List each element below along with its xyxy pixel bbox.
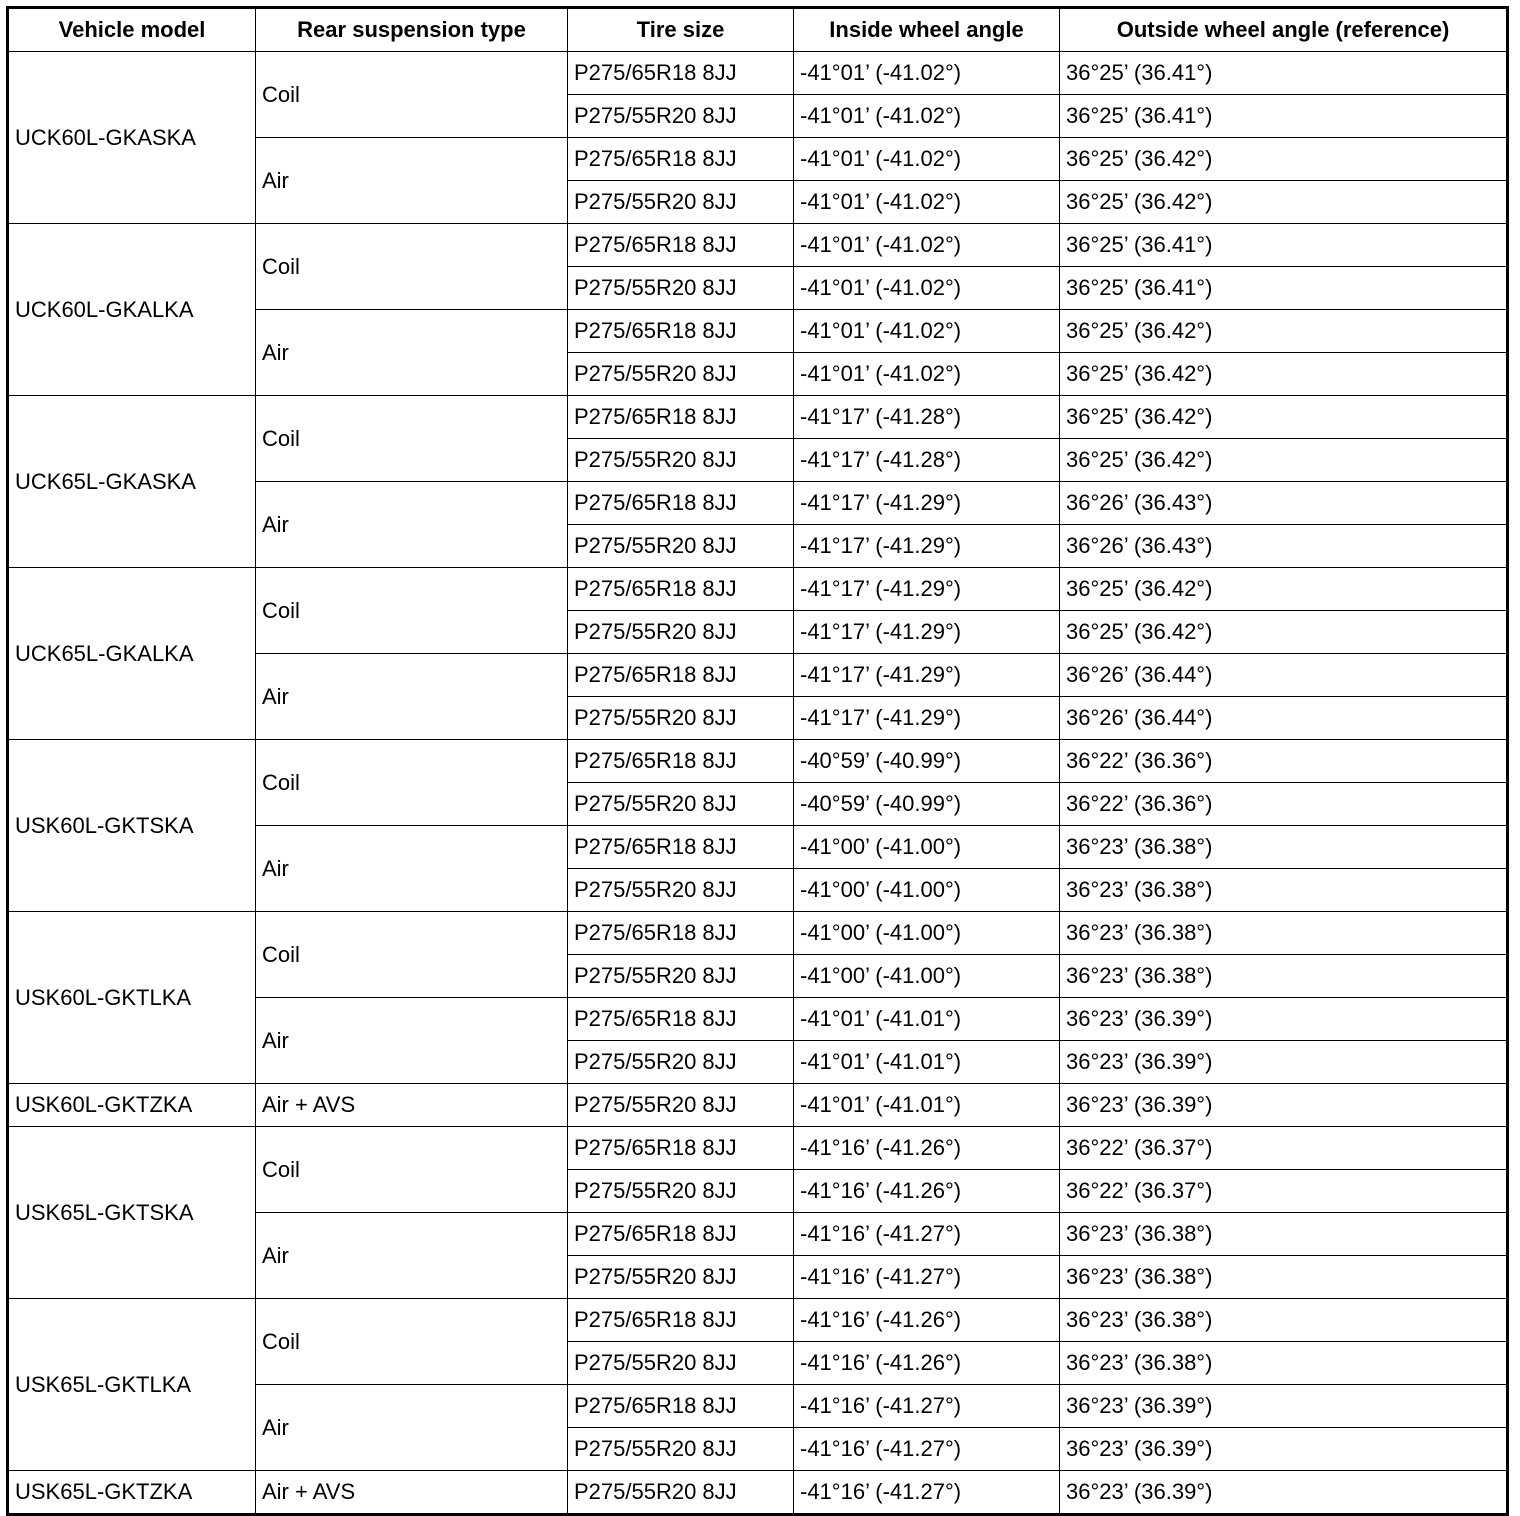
inside-wheel-angle-cell: -41°00’ (-41.00°): [794, 912, 1060, 955]
outside-wheel-angle-cell: 36°23’ (36.38°): [1060, 869, 1508, 912]
tire-size-cell: P275/65R18 8JJ: [568, 396, 794, 439]
outside-wheel-angle-cell: 36°25’ (36.41°): [1060, 52, 1508, 95]
outside-wheel-angle-cell: 36°23’ (36.39°): [1060, 1471, 1508, 1515]
outside-wheel-angle-cell: 36°23’ (36.39°): [1060, 1041, 1508, 1084]
rear-suspension-type-cell: Coil: [256, 1127, 568, 1213]
inside-wheel-angle-cell: -41°16’ (-41.27°): [794, 1385, 1060, 1428]
vehicle-model-cell: USK65L-GKTZKA: [8, 1471, 256, 1515]
tire-size-cell: P275/65R18 8JJ: [568, 1299, 794, 1342]
inside-wheel-angle-cell: -41°01’ (-41.02°): [794, 95, 1060, 138]
tire-size-cell: P275/55R20 8JJ: [568, 1084, 794, 1127]
inside-wheel-angle-cell: -41°16’ (-41.27°): [794, 1213, 1060, 1256]
outside-wheel-angle-cell: 36°26’ (36.44°): [1060, 697, 1508, 740]
table-row: [8, 224, 1508, 267]
outside-wheel-angle-cell: 36°23’ (36.39°): [1060, 1428, 1508, 1471]
spec-table-container: [6, 6, 1509, 1516]
tire-size-cell: P275/55R20 8JJ: [568, 1471, 794, 1515]
tire-size-cell: P275/55R20 8JJ: [568, 1041, 794, 1084]
vehicle-model-cell: UCK65L-GKASKA: [8, 396, 256, 568]
outside-wheel-angle-cell: 36°22’ (36.37°): [1060, 1170, 1508, 1213]
outside-wheel-angle-cell: 36°23’ (36.39°): [1060, 1385, 1508, 1428]
rear-suspension-type-cell: Coil: [256, 740, 568, 826]
rear-suspension-type-cell: Coil: [256, 1299, 568, 1385]
tire-size-cell: P275/65R18 8JJ: [568, 52, 794, 95]
tire-size-cell: P275/65R18 8JJ: [568, 1127, 794, 1170]
table-row: [8, 568, 1508, 611]
header-tire-size: Tire size: [568, 8, 794, 52]
header-rear-suspension-type: Rear suspension type: [256, 8, 568, 52]
table-row: [8, 912, 1508, 955]
table-body: [8, 52, 1508, 1515]
outside-wheel-angle-cell: 36°25’ (36.42°): [1060, 439, 1508, 482]
rear-suspension-type-cell: Coil: [256, 912, 568, 998]
table-row: [8, 1299, 1508, 1342]
tire-size-cell: P275/65R18 8JJ: [568, 654, 794, 697]
header-outside-wheel-angle: Outside wheel angle (reference): [1060, 8, 1508, 52]
rear-suspension-type-cell: Air: [256, 138, 568, 224]
outside-wheel-angle-cell: 36°25’ (36.42°): [1060, 353, 1508, 396]
outside-wheel-angle-cell: 36°22’ (36.36°): [1060, 740, 1508, 783]
table-row: [8, 1084, 1508, 1127]
tire-size-cell: P275/55R20 8JJ: [568, 525, 794, 568]
tire-size-cell: P275/55R20 8JJ: [568, 267, 794, 310]
inside-wheel-angle-cell: -41°00’ (-41.00°): [794, 955, 1060, 998]
inside-wheel-angle-cell: -41°16’ (-41.26°): [794, 1342, 1060, 1385]
outside-wheel-angle-cell: 36°25’ (36.42°): [1060, 611, 1508, 654]
outside-wheel-angle-cell: 36°26’ (36.43°): [1060, 525, 1508, 568]
vehicle-model-cell: USK60L-GKTLKA: [8, 912, 256, 1084]
tire-size-cell: P275/55R20 8JJ: [568, 1170, 794, 1213]
inside-wheel-angle-cell: -41°00’ (-41.00°): [794, 826, 1060, 869]
header-vehicle-model: Vehicle model: [8, 8, 256, 52]
tire-size-cell: P275/55R20 8JJ: [568, 869, 794, 912]
outside-wheel-angle-cell: 36°26’ (36.43°): [1060, 482, 1508, 525]
rear-suspension-type-cell: Air + AVS: [256, 1084, 568, 1127]
outside-wheel-angle-cell: 36°23’ (36.38°): [1060, 1213, 1508, 1256]
table-row: [8, 396, 1508, 439]
outside-wheel-angle-cell: 36°25’ (36.42°): [1060, 138, 1508, 181]
inside-wheel-angle-cell: -41°16’ (-41.26°): [794, 1170, 1060, 1213]
tire-size-cell: P275/65R18 8JJ: [568, 1213, 794, 1256]
inside-wheel-angle-cell: -41°01’ (-41.01°): [794, 1041, 1060, 1084]
tire-size-cell: P275/55R20 8JJ: [568, 955, 794, 998]
outside-wheel-angle-cell: 36°23’ (36.38°): [1060, 1256, 1508, 1299]
wheel-angle-table: [6, 6, 1509, 1516]
rear-suspension-type-cell: Air: [256, 1385, 568, 1471]
inside-wheel-angle-cell: -40°59’ (-40.99°): [794, 740, 1060, 783]
tire-size-cell: P275/55R20 8JJ: [568, 439, 794, 482]
outside-wheel-angle-cell: 36°22’ (36.37°): [1060, 1127, 1508, 1170]
outside-wheel-angle-cell: 36°25’ (36.41°): [1060, 95, 1508, 138]
vehicle-model-cell: UCK60L-GKALKA: [8, 224, 256, 396]
rear-suspension-type-cell: Air: [256, 482, 568, 568]
tire-size-cell: P275/65R18 8JJ: [568, 568, 794, 611]
tire-size-cell: P275/65R18 8JJ: [568, 912, 794, 955]
outside-wheel-angle-cell: 36°23’ (36.39°): [1060, 998, 1508, 1041]
inside-wheel-angle-cell: -41°01’ (-41.02°): [794, 267, 1060, 310]
vehicle-model-cell: USK60L-GKTSKA: [8, 740, 256, 912]
inside-wheel-angle-cell: -41°17’ (-41.28°): [794, 396, 1060, 439]
vehicle-model-cell: USK60L-GKTZKA: [8, 1084, 256, 1127]
inside-wheel-angle-cell: -41°01’ (-41.01°): [794, 998, 1060, 1041]
inside-wheel-angle-cell: -41°17’ (-41.29°): [794, 697, 1060, 740]
inside-wheel-angle-cell: -41°01’ (-41.02°): [794, 138, 1060, 181]
inside-wheel-angle-cell: -41°16’ (-41.26°): [794, 1127, 1060, 1170]
outside-wheel-angle-cell: 36°25’ (36.42°): [1060, 568, 1508, 611]
vehicle-model-cell: UCK65L-GKALKA: [8, 568, 256, 740]
tire-size-cell: P275/55R20 8JJ: [568, 611, 794, 654]
tire-size-cell: P275/65R18 8JJ: [568, 138, 794, 181]
rear-suspension-type-cell: Coil: [256, 396, 568, 482]
inside-wheel-angle-cell: -41°01’ (-41.02°): [794, 310, 1060, 353]
inside-wheel-angle-cell: -41°01’ (-41.02°): [794, 52, 1060, 95]
inside-wheel-angle-cell: -41°17’ (-41.29°): [794, 482, 1060, 525]
vehicle-model-cell: UCK60L-GKASKA: [8, 52, 256, 224]
tire-size-cell: P275/55R20 8JJ: [568, 1256, 794, 1299]
tire-size-cell: P275/55R20 8JJ: [568, 697, 794, 740]
table-row: [8, 1127, 1508, 1170]
outside-wheel-angle-cell: 36°25’ (36.42°): [1060, 310, 1508, 353]
rear-suspension-type-cell: Air: [256, 310, 568, 396]
table-row: [8, 52, 1508, 95]
inside-wheel-angle-cell: -40°59’ (-40.99°): [794, 783, 1060, 826]
rear-suspension-type-cell: Air: [256, 1213, 568, 1299]
inside-wheel-angle-cell: -41°16’ (-41.26°): [794, 1299, 1060, 1342]
outside-wheel-angle-cell: 36°25’ (36.41°): [1060, 267, 1508, 310]
table-row: [8, 740, 1508, 783]
tire-size-cell: P275/65R18 8JJ: [568, 826, 794, 869]
inside-wheel-angle-cell: -41°16’ (-41.27°): [794, 1471, 1060, 1515]
rear-suspension-type-cell: Coil: [256, 52, 568, 138]
rear-suspension-type-cell: Air + AVS: [256, 1471, 568, 1515]
inside-wheel-angle-cell: -41°01’ (-41.02°): [794, 224, 1060, 267]
tire-size-cell: P275/65R18 8JJ: [568, 310, 794, 353]
inside-wheel-angle-cell: -41°16’ (-41.27°): [794, 1256, 1060, 1299]
rear-suspension-type-cell: Air: [256, 654, 568, 740]
tire-size-cell: P275/65R18 8JJ: [568, 740, 794, 783]
tire-size-cell: P275/55R20 8JJ: [568, 181, 794, 224]
inside-wheel-angle-cell: -41°17’ (-41.29°): [794, 525, 1060, 568]
outside-wheel-angle-cell: 36°23’ (36.38°): [1060, 1342, 1508, 1385]
outside-wheel-angle-cell: 36°25’ (36.42°): [1060, 396, 1508, 439]
tire-size-cell: P275/55R20 8JJ: [568, 353, 794, 396]
header-inside-wheel-angle: Inside wheel angle: [794, 8, 1060, 52]
inside-wheel-angle-cell: -41°16’ (-41.27°): [794, 1428, 1060, 1471]
tire-size-cell: P275/55R20 8JJ: [568, 783, 794, 826]
outside-wheel-angle-cell: 36°22’ (36.36°): [1060, 783, 1508, 826]
table-row: [8, 1471, 1508, 1515]
inside-wheel-angle-cell: -41°17’ (-41.28°): [794, 439, 1060, 482]
tire-size-cell: P275/65R18 8JJ: [568, 1385, 794, 1428]
outside-wheel-angle-cell: 36°23’ (36.38°): [1060, 826, 1508, 869]
vehicle-model-cell: USK65L-GKTSKA: [8, 1127, 256, 1299]
outside-wheel-angle-cell: 36°26’ (36.44°): [1060, 654, 1508, 697]
inside-wheel-angle-cell: -41°00’ (-41.00°): [794, 869, 1060, 912]
rear-suspension-type-cell: Air: [256, 826, 568, 912]
outside-wheel-angle-cell: 36°23’ (36.38°): [1060, 1299, 1508, 1342]
rear-suspension-type-cell: Coil: [256, 224, 568, 310]
rear-suspension-type-cell: Coil: [256, 568, 568, 654]
inside-wheel-angle-cell: -41°01’ (-41.01°): [794, 1084, 1060, 1127]
tire-size-cell: P275/65R18 8JJ: [568, 482, 794, 525]
vehicle-model-cell: USK65L-GKTLKA: [8, 1299, 256, 1471]
outside-wheel-angle-cell: 36°23’ (36.39°): [1060, 1084, 1508, 1127]
tire-size-cell: P275/55R20 8JJ: [568, 95, 794, 138]
tire-size-cell: P275/65R18 8JJ: [568, 998, 794, 1041]
outside-wheel-angle-cell: 36°25’ (36.42°): [1060, 181, 1508, 224]
outside-wheel-angle-cell: 36°25’ (36.41°): [1060, 224, 1508, 267]
inside-wheel-angle-cell: -41°17’ (-41.29°): [794, 568, 1060, 611]
tire-size-cell: P275/65R18 8JJ: [568, 224, 794, 267]
inside-wheel-angle-cell: -41°01’ (-41.02°): [794, 181, 1060, 224]
outside-wheel-angle-cell: 36°23’ (36.38°): [1060, 912, 1508, 955]
inside-wheel-angle-cell: -41°17’ (-41.29°): [794, 654, 1060, 697]
header-row: [8, 8, 1508, 52]
tire-size-cell: P275/55R20 8JJ: [568, 1428, 794, 1471]
outside-wheel-angle-cell: 36°23’ (36.38°): [1060, 955, 1508, 998]
tire-size-cell: P275/55R20 8JJ: [568, 1342, 794, 1385]
rear-suspension-type-cell: Air: [256, 998, 568, 1084]
inside-wheel-angle-cell: -41°17’ (-41.29°): [794, 611, 1060, 654]
inside-wheel-angle-cell: -41°01’ (-41.02°): [794, 353, 1060, 396]
